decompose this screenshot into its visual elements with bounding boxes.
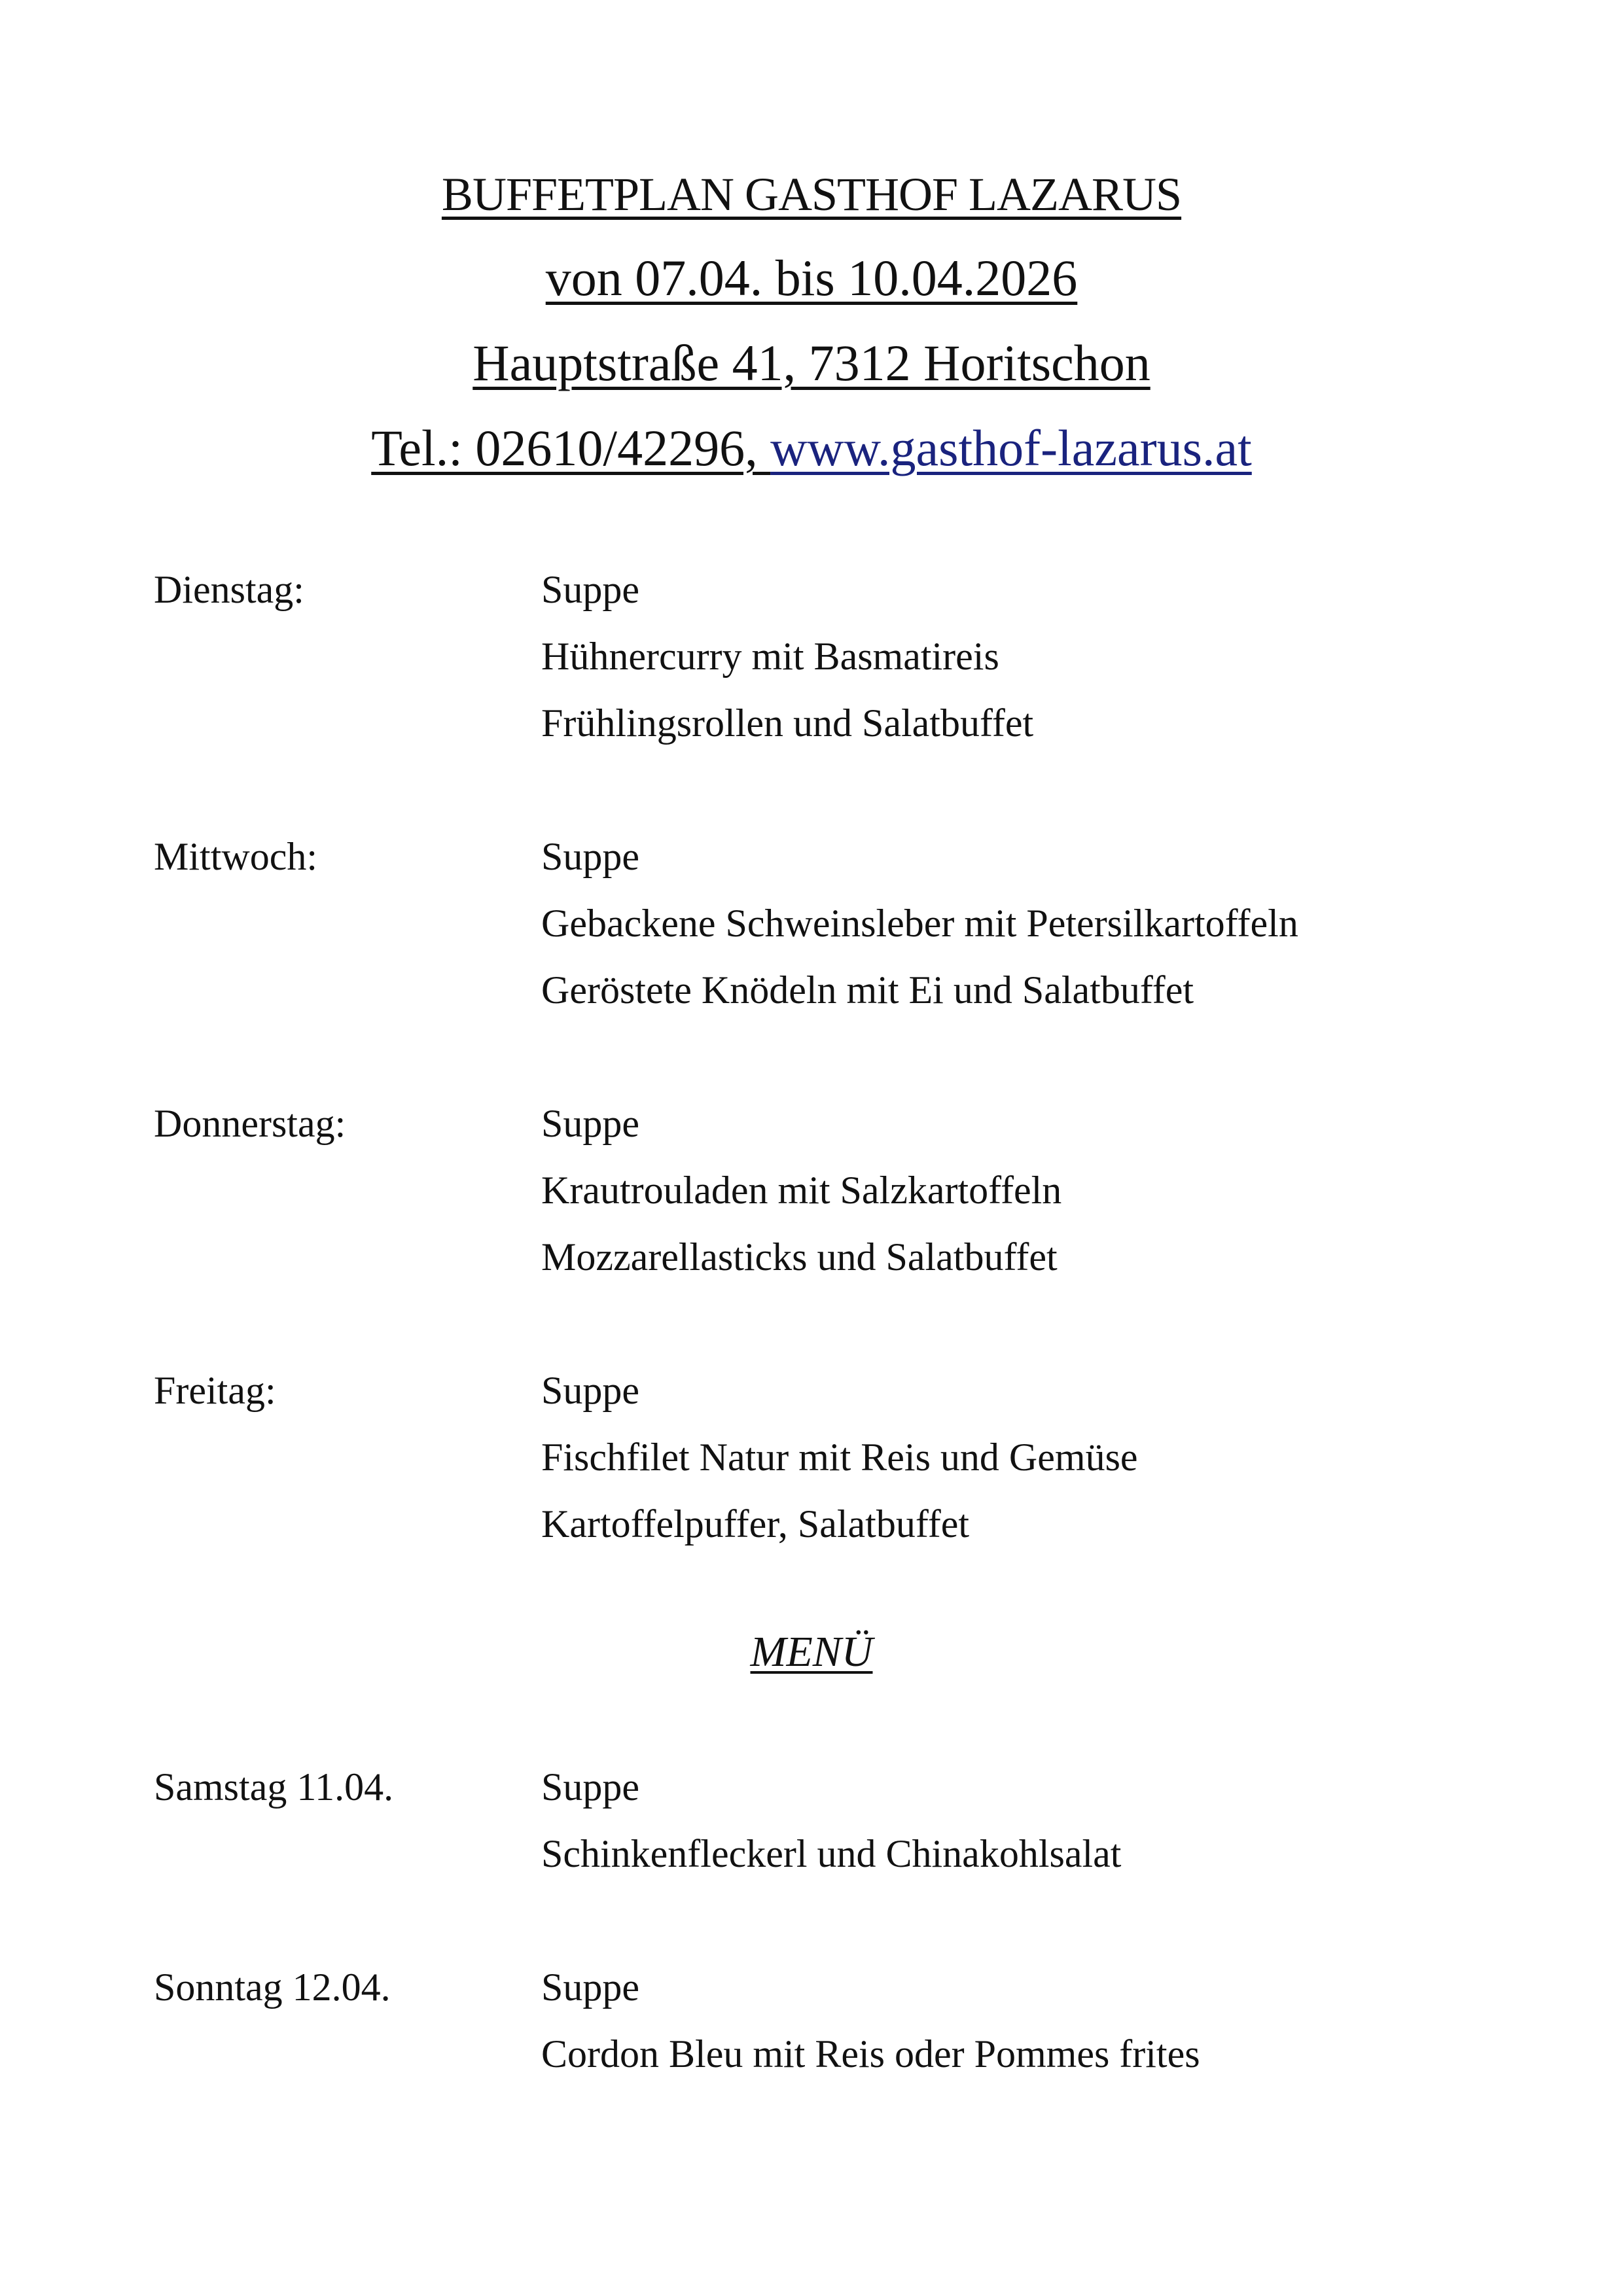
dish-list [541,823,1298,1023]
dish-item: Fischfilet Natur mit Reis und Gemüse [541,1436,1138,1479]
dish-list [541,1090,1061,1290]
day-label: Freitag: [154,1369,276,1412]
dish-item: Suppe [541,1765,639,1809]
day-block-sonntag [154,1954,1528,2154]
menu-days-list [154,1754,1528,2154]
restaurant-address: Hauptstraße 41, 7312 Horitschon [473,334,1150,391]
dish-item: Suppe [541,1369,639,1412]
dish-list [541,556,1033,756]
dish-item: Geröstete Knödeln mit Ei und Salatbuffet [541,968,1194,1012]
buffet-days-list [154,556,1528,1624]
address-line [0,321,1623,406]
dish-item: Kartoffelpuffer, Salatbuffet [541,1502,970,1545]
day-block-samstag [154,1754,1528,1954]
day-label: Donnerstag: [154,1102,346,1145]
day-label: Mittwoch: [154,835,317,878]
period-line [0,236,1623,321]
dish-item: Gebackene Schweinsleber mit Petersilkartoffeln [541,902,1298,945]
day-block-dienstag [154,556,1528,823]
day-label: Dienstag: [154,568,304,611]
phone-number: Tel.: 02610/42296, [371,419,771,476]
dish-item: Cordon Bleu mit Reis oder Pommes frites [541,2032,1200,2075]
dish-item: Suppe [541,568,639,611]
document-title-line [0,150,1623,236]
dish-list [541,1954,1200,2087]
menu-heading-text: MENÜ [750,1628,873,1676]
dish-item: Suppe [541,835,639,878]
dish-item: Mozzarellasticks und Salatbuffet [541,1235,1058,1279]
day-block-mittwoch [154,823,1528,1090]
document-title: BUFFETPLAN GASTHOF LAZARUS [441,168,1182,221]
dish-item: Hühnercurry mit Basmatireis [541,635,999,678]
dish-item: Schinkenfleckerl und Chinakohlsalat [541,1832,1122,1875]
website-link[interactable]: www.gasthof-lazarus.at [770,419,1252,476]
day-block-donnerstag [154,1090,1528,1357]
dish-item: Suppe [541,1102,639,1145]
day-label: Sonntag 12.04. [154,1966,391,2009]
dish-item: Suppe [541,1966,639,2009]
menu-heading [0,1619,1623,1685]
dish-list [541,1357,1138,1557]
contact-line [0,406,1623,491]
document-header [0,150,1623,491]
dish-item: Krautrouladen mit Salzkartoffeln [541,1169,1062,1212]
day-label: Samstag 11.04. [154,1765,394,1809]
day-block-freitag [154,1357,1528,1624]
dish-item: Frühlingsrollen und Salatbuffet [541,701,1034,745]
dish-list [541,1754,1121,1887]
buffet-period: von 07.04. bis 10.04.2026 [545,249,1078,306]
